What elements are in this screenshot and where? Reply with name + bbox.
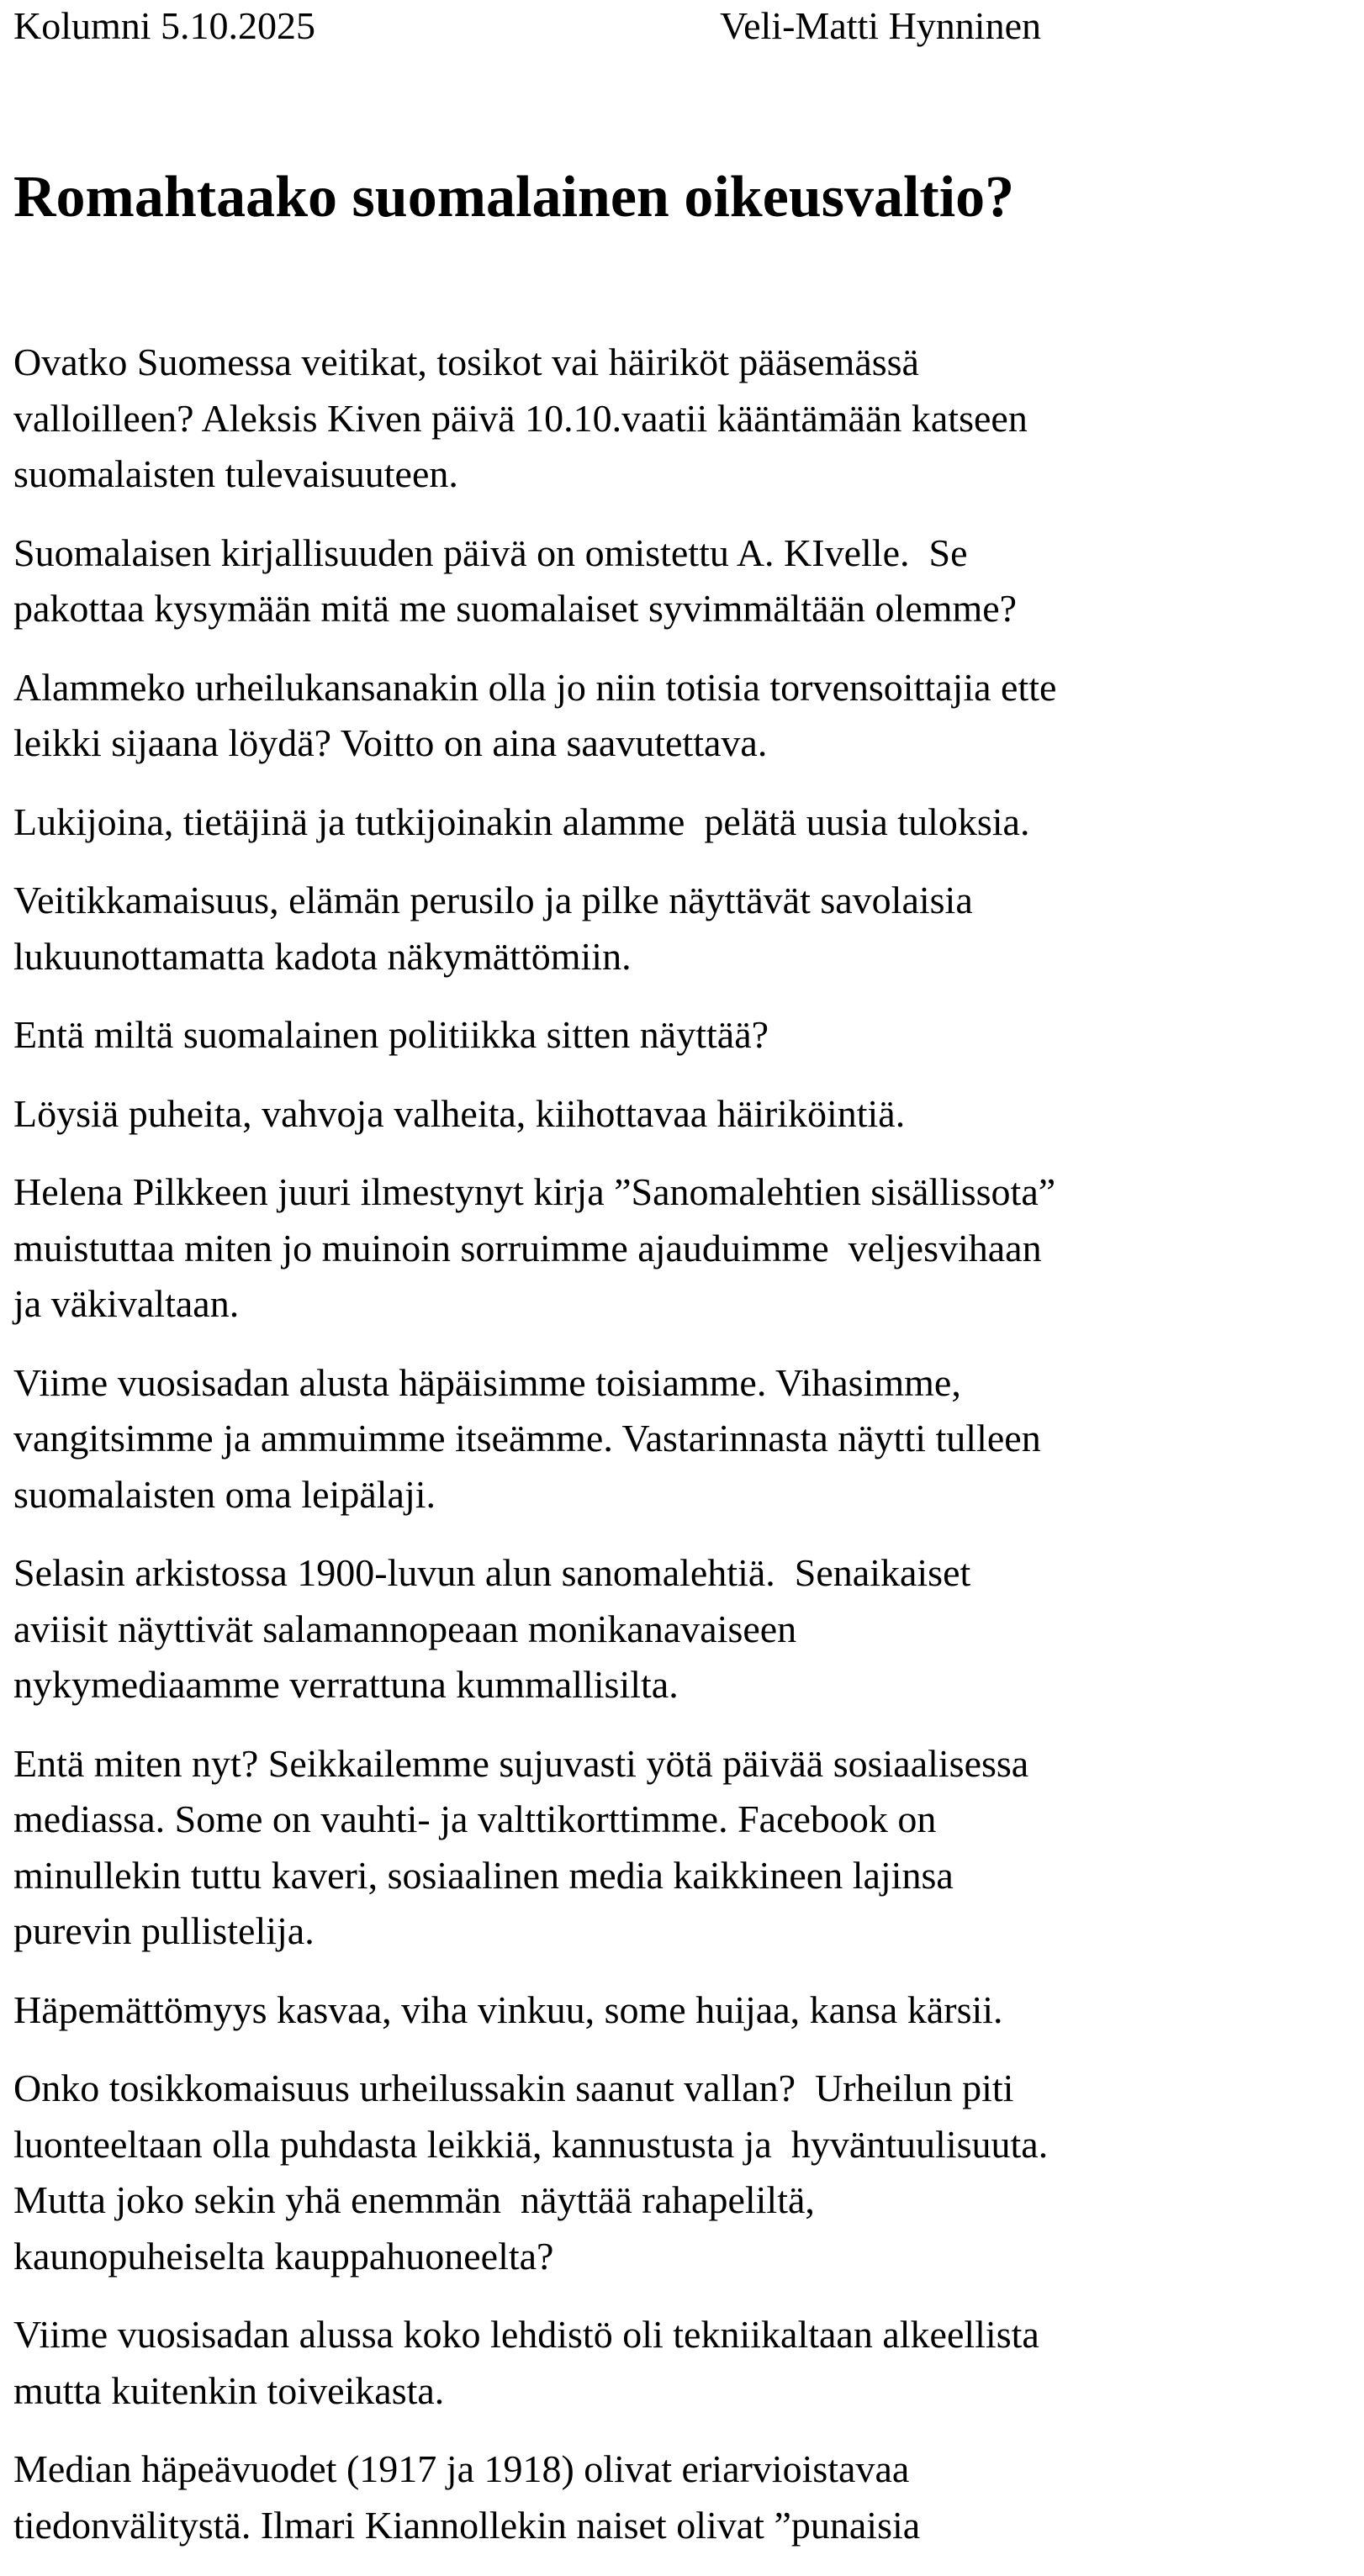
text-line: valloilleen? Aleksis Kiven päivä 10.10.vaatii kääntämään katseen [13,396,1028,440]
paragraph [13,660,1359,772]
text-line: Median häpeävuodet (1917 ja 1918) olivat eriarvioistavaa [13,2447,910,2490]
text-line: vangitsimme ja ammuimme itseämme. Vastarinnasta näytti tulleen [13,1417,1041,1460]
text-line: nykymediaamme verrattuna kummallisilta. [13,1663,679,1706]
text-line: Helena Pilkkeen juuri ilmestynyt kirja ”Sanomalehtien sisällissota” [13,1170,1056,1213]
text-line: Entä miten nyt? Seikkailemme sujuvasti yötä päivää sosiaalisessa [13,1741,1029,1785]
text-line: Suomalaisen kirjallisuuden päivä on omistettu A. KIvelle. Se [13,531,968,574]
article-body [13,335,1359,2576]
text-line: pakottaa kysymään mitä me suomalaiset syvimmältään olemme? [13,587,1018,630]
paragraph [13,1545,1359,1713]
text-line: muistuttaa miten jo muinoin sorruimme ajauduimme veljesvihaan [13,1226,1042,1270]
text-line: Mutta joko sekin yhä enemmän näyttää rahapeliltä, [13,2178,815,2221]
text-line: ja väkivaltaan. [13,1282,240,1325]
text-line: Entä miltä suomalainen politiikka sitten näyttää? [13,1013,769,1056]
paragraph [13,1007,1359,1064]
column-header [0,0,1364,59]
text-line: mutta kuitenkin toiveikasta. [13,2368,445,2412]
paragraph [13,1164,1359,1333]
text-line: Häpemättömyys kasvaa, viha vinkuu, some huijaa, kansa kärsii. [13,1987,1003,2031]
text-line: tiedonvälitystä. Ilmari Kiannollekin naiset olivat ”punaisia [13,2503,921,2547]
text-line: Selasin arkistossa 1900-luvun alun sanomalehtiä. Senaikaiset [13,1551,971,1594]
text-line: mediassa. Some on vauhti- ja valttikorttimme. Facebook on [13,1797,937,1840]
text-line: kaunopuheiselta kauppahuoneelta? [13,2234,554,2278]
text-line: purevin pullistelija. [13,1909,315,1952]
text-line: aviisit näyttivät salamannopeaan monikanavaiseen [13,1607,797,1650]
paragraph [13,2307,1359,2419]
text-line: Alammeko urheilukansanakin olla jo niin totisia torvensoittajia ette [13,665,1057,709]
column-date: Kolumni 5.10.2025 [13,4,316,47]
text-line: leikki sijaana löydä? Voitto on aina saavutettava. [13,721,768,764]
text-line: Veitikkamaisuus, elämän perusilo ja pilke näyttävät savolaisia [13,879,973,921]
text-line: suomalaisten tulevaisuuteen. [13,452,458,495]
text-line: Viime vuosisadan alussa koko lehdistö oli tekniikaltaan alkeellista [13,2313,1039,2356]
text-line: Löysiä puheita, vahvoja valheita, kiihottavaa häiriköintiä. [13,1091,906,1135]
article-title: Romahtaako suomalainen oikeusvaltio? [13,165,1015,230]
text-line: luonteeltaan olla puhdasta leikkiä, kannustusta ja hyväntuulisuuta. [13,2122,1049,2166]
text-line: Viime vuosisadan alusta häpäisimme toisiamme. Vihasimme, [13,1360,961,1404]
text-line: minullekin tuttu kaveri, sosiaalinen media kaikkineen lajinsa [13,1853,954,1897]
text-line: lukuunottamatta kadota näkymättömiin. [13,934,632,978]
paragraph [13,1736,1359,1960]
paragraph [13,794,1359,851]
text-line: Lukijoina, tietäjinä ja tutkijoinakin alamme pelätä uusia tuloksia. [13,800,1030,843]
paragraph [13,335,1359,503]
paragraph [13,1355,1359,1523]
text-line: Ovatko Suomessa veitikat, tosikot vai häiriköt pääsemässä [13,340,919,383]
text-line: Onko tosikkomaisuus urheilussakin saanut vallan? Urheilun piti [13,2067,1014,2109]
paragraph [13,2441,1359,2553]
paragraph [13,1086,1359,1143]
paragraph [13,2061,1359,2284]
author-name: Veli-Matti Hynninen [720,4,1041,47]
paragraph [13,1982,1359,2039]
paragraph [13,873,1359,984]
text-line: suomalaisten oma leipälaji. [13,1472,436,1516]
paragraph [13,525,1359,637]
